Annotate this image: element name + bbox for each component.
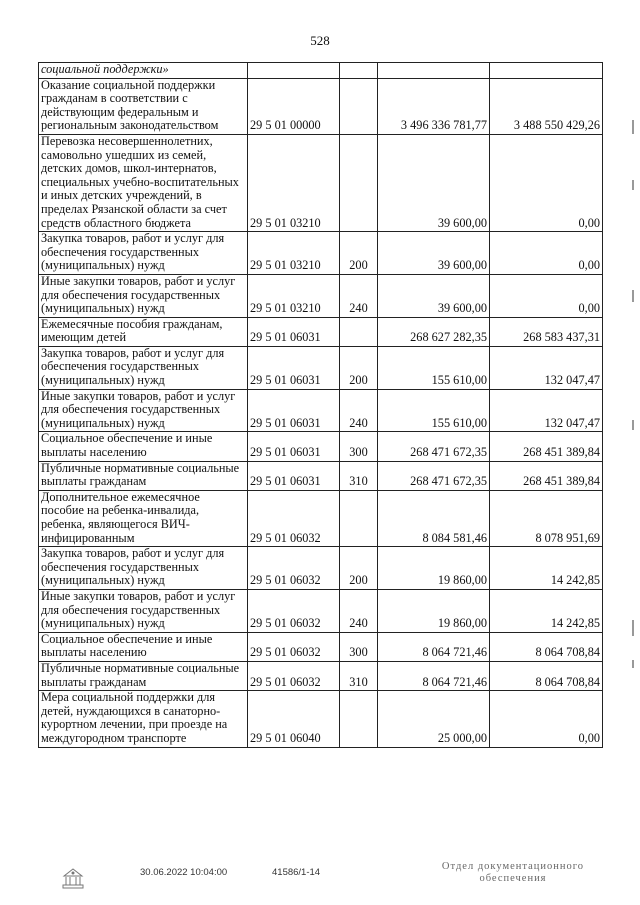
table-row <box>39 346 603 389</box>
row-name-cell: Закупка товаров, работ и услуг для обеспечения государственных (муниципальных) нужд <box>39 232 248 275</box>
row-code-cell: 29 5 01 06032 <box>248 661 340 690</box>
stamp-line-2: обеспечения <box>479 873 547 884</box>
row-name-cell: Иные закупки товаров, работ и услуг для обеспечения государственных (муниципальных) нужд <box>39 389 248 432</box>
row-code-cell: 29 5 01 06032 <box>248 547 340 590</box>
row-amount-1-cell: 19 860,00 <box>378 589 490 632</box>
row-name-cell: Публичные нормативные социальные выплаты гражданам <box>39 461 248 490</box>
row-type-cell: 240 <box>340 274 378 317</box>
row-type-cell <box>340 63 378 79</box>
row-amount-2-cell: 14 242,85 <box>490 547 603 590</box>
row-code-cell: 29 5 01 06032 <box>248 490 340 546</box>
row-amount-1-cell: 39 600,00 <box>378 134 490 231</box>
row-amount-1-cell <box>378 63 490 79</box>
row-name-cell: Закупка товаров, работ и услуг для обеспечения государственных (муниципальных) нужд <box>39 346 248 389</box>
row-amount-2-cell: 0,00 <box>490 691 603 747</box>
row-name-cell: Перевозка несовершеннолетних, самовольно ушедших из семей, детских домов, школ-интернатов, специальных учебно-воспитательных и иных детских учреждений, в пределах Рязанской области за счет средств областного бюджета <box>39 134 248 231</box>
row-amount-2-cell: 132 047,47 <box>490 389 603 432</box>
row-amount-2-cell: 8 078 951,69 <box>490 490 603 546</box>
row-type-cell: 300 <box>340 632 378 661</box>
row-type-cell <box>340 78 378 134</box>
row-amount-1-cell: 39 600,00 <box>378 232 490 275</box>
budget-table <box>38 62 603 748</box>
row-name-cell: Социальное обеспечение и иные выплаты населению <box>39 632 248 661</box>
row-amount-2-cell: 3 488 550 429,26 <box>490 78 603 134</box>
row-amount-2-cell: 14 242,85 <box>490 589 603 632</box>
table-row <box>39 232 603 275</box>
row-code-cell: 29 5 01 03210 <box>248 134 340 231</box>
building-seal-icon <box>60 864 86 890</box>
row-code-cell: 29 5 01 06031 <box>248 432 340 461</box>
row-amount-2-cell: 268 583 437,31 <box>490 317 603 346</box>
row-amount-1-cell: 25 000,00 <box>378 691 490 747</box>
row-code-cell: 29 5 01 06031 <box>248 317 340 346</box>
row-name-cell: Оказание социальной поддержки гражданам в соответствии с действующим федеральным и региональным законодательством <box>39 78 248 134</box>
row-type-cell: 300 <box>340 432 378 461</box>
department-stamp <box>428 861 598 885</box>
table-row <box>39 632 603 661</box>
row-amount-2-cell: 268 451 389,84 <box>490 432 603 461</box>
table-row <box>39 490 603 546</box>
row-type-cell <box>340 134 378 231</box>
row-type-cell <box>340 317 378 346</box>
row-type-cell: 310 <box>340 661 378 690</box>
row-type-cell: 200 <box>340 346 378 389</box>
row-amount-1-cell: 155 610,00 <box>378 389 490 432</box>
row-code-cell <box>248 63 340 79</box>
row-amount-1-cell: 155 610,00 <box>378 346 490 389</box>
table-row <box>39 317 603 346</box>
table-row <box>39 547 603 590</box>
row-code-cell: 29 5 01 03210 <box>248 232 340 275</box>
row-amount-1-cell: 8 084 581,46 <box>378 490 490 546</box>
row-amount-2-cell: 0,00 <box>490 232 603 275</box>
footer-datetime: 30.06.2022 10:04:00 <box>140 867 228 878</box>
row-code-cell: 29 5 01 06031 <box>248 461 340 490</box>
row-code-cell: 29 5 01 06031 <box>248 346 340 389</box>
table-row <box>39 589 603 632</box>
footer-doc-number: 41586/1-14 <box>272 867 321 878</box>
row-name-cell: социальной поддержки» <box>39 63 248 79</box>
row-type-cell <box>340 691 378 747</box>
table-row <box>39 274 603 317</box>
table-row <box>39 432 603 461</box>
row-code-cell: 29 5 01 03210 <box>248 274 340 317</box>
row-name-cell: Публичные нормативные социальные выплаты гражданам <box>39 661 248 690</box>
row-amount-1-cell: 19 860,00 <box>378 547 490 590</box>
table-row <box>39 661 603 690</box>
row-amount-1-cell: 268 627 282,35 <box>378 317 490 346</box>
scan-edge-marks <box>628 100 634 880</box>
row-name-cell: Закупка товаров, работ и услуг для обеспечения государственных (муниципальных) нужд <box>39 547 248 590</box>
row-name-cell: Мера социальной поддержки для детей, нуждающихся в санаторно-курортном лечении, при проезде на междугородном транспорте <box>39 691 248 747</box>
table-row <box>39 389 603 432</box>
row-code-cell: 29 5 01 06032 <box>248 589 340 632</box>
row-name-cell: Иные закупки товаров, работ и услуг для обеспечения государственных (муниципальных) нужд <box>39 274 248 317</box>
row-name-cell: Дополнительное ежемесячное пособие на ребенка-инвалида, ребенка, являющегося ВИЧ-инфицированным <box>39 490 248 546</box>
row-amount-1-cell: 8 064 721,46 <box>378 661 490 690</box>
row-amount-1-cell: 268 471 672,35 <box>378 432 490 461</box>
row-code-cell: 29 5 01 06040 <box>248 691 340 747</box>
row-code-cell: 29 5 01 00000 <box>248 78 340 134</box>
row-amount-2-cell: 8 064 708,84 <box>490 632 603 661</box>
stamp-line-1: Отдел документационного <box>441 861 585 872</box>
row-type-cell: 200 <box>340 232 378 275</box>
table-row <box>39 134 603 231</box>
row-type-cell: 200 <box>340 547 378 590</box>
row-name-cell: Социальное обеспечение и иные выплаты населению <box>39 432 248 461</box>
page-number: 528 <box>310 33 330 48</box>
row-type-cell: 240 <box>340 389 378 432</box>
row-code-cell: 29 5 01 06032 <box>248 632 340 661</box>
row-amount-1-cell: 8 064 721,46 <box>378 632 490 661</box>
footer <box>0 861 640 896</box>
row-name-cell: Ежемесячные пособия гражданам, имеющим детей <box>39 317 248 346</box>
row-amount-2-cell: 0,00 <box>490 274 603 317</box>
row-type-cell <box>340 490 378 546</box>
row-amount-2-cell: 268 451 389,84 <box>490 461 603 490</box>
row-amount-2-cell: 8 064 708,84 <box>490 661 603 690</box>
row-amount-2-cell: 0,00 <box>490 134 603 231</box>
row-name-cell: Иные закупки товаров, работ и услуг для обеспечения государственных (муниципальных) нужд <box>39 589 248 632</box>
table-row <box>39 691 603 747</box>
table-row <box>39 461 603 490</box>
table-row <box>39 78 603 134</box>
row-type-cell: 310 <box>340 461 378 490</box>
row-amount-2-cell: 132 047,47 <box>490 346 603 389</box>
row-type-cell: 240 <box>340 589 378 632</box>
row-code-cell: 29 5 01 06031 <box>248 389 340 432</box>
row-amount-1-cell: 268 471 672,35 <box>378 461 490 490</box>
row-amount-2-cell <box>490 63 603 79</box>
table-row <box>39 63 603 79</box>
row-amount-1-cell: 3 496 336 781,77 <box>378 78 490 134</box>
row-amount-1-cell: 39 600,00 <box>378 274 490 317</box>
